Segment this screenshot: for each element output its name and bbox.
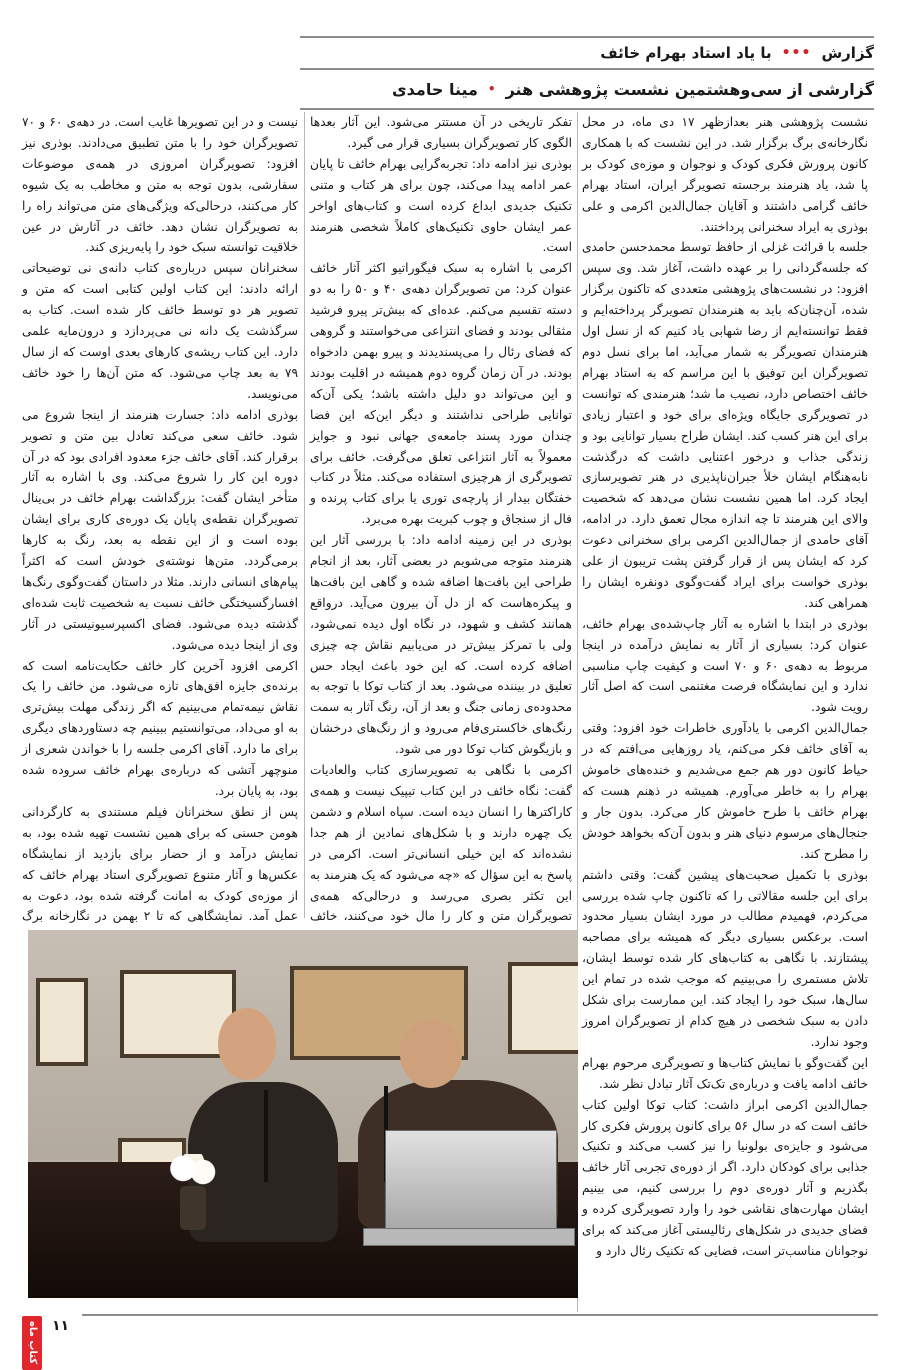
paragraph: این گفت‌وگو با نمایش کتاب‌ها و تصویرگری مرحوم بهرام خائف ادامه یافت و درباره‌ی تک‌تک آثار تبادل نظر شد. xyxy=(582,1055,868,1091)
laptop-base xyxy=(363,1228,575,1246)
flower-bouquet xyxy=(168,1154,218,1190)
page-number: ۱۱ xyxy=(52,1318,70,1334)
paragraph: نیست و در این تصویرها غایب است. در دهه‌ی ۶۰ و ۷۰ تصویرگران خود را با متن تطبیق می‌دادند. بوذری نیز افزود: تصویرگران امروزی در همه‌ی موضوعات سفارشی، بدون توجه به متن و مخاطب به یک شیوه کار می‌کنند، درحالی‌که ویژگی‌های متن می‌تواند راه را به تصویرگران نشان دهد. خائف در آثارش در عین خلاقیت توانسته سبک خود را پایه‌ریزی کند. xyxy=(22,115,299,255)
laptop xyxy=(385,1130,557,1232)
paragraph: اکرمی با اشاره به سبک فیگوراتیو اکثر آثار خائف عنوان کرد: من تصویرگران دهه‌ی ۴۰ و ۵۰ را به دو دسته تقسیم می‌کنم. عده‌ای که بیش‌تر پیرو فرشید مثقالی بودند و فضای انتزاعی می‌خواستند و گروهی که فضای رئال را می‌پسندیدند و پیرو بهمن دادخواه بودند. در آن زمان گروه دوم همیشه در اقلیت بودند و این می‌تواند دو دلیل داشته باشد؛ یکی آن‌که توانایی طراحی نداشتند و دیگر این‌که این فضا چندان مورد پسند جامعه‌ی جهانی نبود و جوایز معمولاً به آثار انتزاعی تعلق می‌گرفت. خائف برای تصویرگری از هرچیزی استفاده می‌کند. مثلاً در کتاب خفتگان بیدار از پارچه‌ی توری یا برای کتاب پرنده و فال از سنجاق و چوب کبریت بهره می‌برد. xyxy=(310,261,573,527)
paragraph: بوذری در این زمینه ادامه داد: با بررسی آثار این هنرمند متوجه می‌شویم در بعضی آثار، بعد از انجام طراحی این بافت‌ها اضافه شده و گاهی این بافت‌ها و پیکره‌هاست که از دل آن بیرون می‌آید. درواقع همانند کشف و شهود، در نگاه اول دیده نمی‌شود، ولی با تمرکز بیش‌تر در می‌یابیم نقاش چه چیزی اضافه کرده است. که این خود باعث ایجاد حس تعلیق در بیننده می‌شود. بعد از کتاب توکا با توجه به محدوده‌ی زمانی جنگ و بعد از آن، رنگ آثار به سمت رنگ‌های خاکستری‌فام می‌رود و از رنگ‌های درخشان و بازیگوش کتاب توکا دور می شود. xyxy=(310,533,572,757)
magazine-logo xyxy=(22,1316,42,1370)
page-footer xyxy=(22,1312,878,1365)
header-title-line xyxy=(300,70,874,108)
paragraph: پس از نطق سخنرانان فیلم مستندی به کارگردانی هومن حسنی که برای همین نشست تهیه شده بود، به نمایش درآمد و از حضار برای بازدید از نمایشگاه عکس‌ها و آثار متنوع تصویرگری استاد بهرام خائف که از موزه‌ی کودک به امانت گرفته شده بود، دعوت به عمل آمد. نمایشگاهی که تا ۲ بهمن در نگارخانه برگ xyxy=(22,804,298,924)
paragraph: بوذری در ابتدا با اشاره به آثار چاپ‌شده‌ی بهرام خائف، عنوان کرد: بسیاری از آثار به نمایش درآمده در اینجا مربوط به دهه‌ی ۶۰ و ۷۰ است و کیفیت چاپ مناسبی ندارد و این نمایشگاه فرصت مغتنمی است که اصل آثار رویت شود. xyxy=(582,616,868,715)
paragraph: بوذری ادامه داد: جسارت هنرمند از اینجا شروع می شود. خائف سعی می‌کند تعادل بین متن و تصویر برقرار کند. آقای خائف جزء معدود افرادی بود که در آن دوره این کار را شروع می‌کند. وی با اشاره به آثار متأخر ایشان گفت: بزرگداشت بهرام خائف در بی‌ینال تصویرگران نقطه‌ی پایان یک دوره‌ی کاری برای ایشان بوده است و از این نقطه به بعد، رنگ به کارها برمی‌گردد. متن‌ها نوشته‌ی خودش است که اکثراً پیام‌های انسانی دارند. مثلا در داستان گفت‌وگوی رنگ‌ها افسارگسیختگی خائف نسبت به شخصیت ثابت شده‌ای گذشته دیده می‌شود. فضای اکسپرسیونیستی در آثار وی از اینجا دیده می‌شود. xyxy=(22,407,298,652)
header-section-line xyxy=(300,38,874,68)
event-photo xyxy=(28,930,578,1298)
header-bottom-rule xyxy=(300,108,874,110)
title-separator-dot: • xyxy=(487,82,496,96)
paragraph: اکرمی افزود آخرین کار خائف حکایت‌نامه است که برنده‌ی جایزه افق‌های تازه می‌شود. من خائف را یک نقاش نیمه‌تمام می‌بینیم که اگر زندگی مهلت بیش‌تری به او می‌داد، می‌توانستیم ببینیم چه دستاوردهای دیگری برای ما دارد. آقای اکرمی جلسه را با خواندن شعری از منوچهر آتشی که درباره‌ی بهرام خائف سروده شده بود، به پایان برد. xyxy=(22,658,298,798)
column-divider-left xyxy=(304,112,305,918)
article-title: گزارشی از سی‌وهشتمین نشست پژوهشی هنر xyxy=(505,79,874,99)
footer-rule xyxy=(82,1314,878,1316)
paragraph: جمال‌الدین اکرمی ابراز داشت: کتاب توکا اولین کتاب خائف است که در سال ۵۶ برای کانون پرورش فکری کار می‌شود و جایزه‌ی بولونیا را نیز کسب می‌کند و تکنیک جذابی برای کودکان دارد. اگر از دوره‌ی تجربی آثار خائف بگذریم و آثار دوره‌ی دوم را بررسی کنیم، می بینیم ایشان مهارت‌های نقاشی خود را وارد تصویرگری کرده و فضای جدیدی در شکل‌های رئالیستی آغاز می‌کند که برای نوجوانان مناسب‌تر است، فضایی که تکنیک رئال دارد و xyxy=(582,1097,868,1258)
paragraph: اکرمی با نگاهی به تصویرسازی کتاب والعادیات گفت: نگاه خائف در این کتاب تیپیک نیست و همه‌ی کاراکترها را انسان دیده است. سپاه اسلام و دشمن یک چهره دارند و با شکل‌های نمادین از هم جدا نشده‌اند که این خیلی انسانی‌تر است. اکرمی در پاسخ به این سؤال که «چه می‌شود که یک هنرمند به این تکثر بصری می‌رسد و درحالی‌که همه‌ی تصویرگران متن و کار را مال خود می‌کنند، خائف xyxy=(310,763,572,924)
paragraph: نشست پژوهشی هنر بعدازظهر ۱۷ دی ماه، در محل نگارخانه‌ی برگ برگزار شد. در این نشست که با همکاری کانون پرورش فکری کودک و نوجوان و موزه‌ی کودک بر پا شد، یاد هنرمند برجسته تصویرگر ایران، استاد بهرام خائف گرامی داشتند و آقایان جمال‌الدین اکرمی و علی بوذری به ایراد سخنرانی پرداختند. xyxy=(582,115,868,234)
logo-text: کتاب ماه xyxy=(27,1321,38,1365)
paragraph: جلسه با قرائت غزلی از حافظ توسط محمدحسن حامدی که جلسه‌گردانی را بر عهده داشت، آغاز شد. وی سپس افزود: در نشست‌های پژوهشی متعددی که تاکنون برگزار شده، آن‌چنان‌که باید به هنرمندان تصویرگر پرداخته‌ایم و فقط توانسته‌ایم از رضا شهابی یاد کنیم که از نسل اول هنرمندان تصویرگر به شمار می‌آید، اما برای نسل دوم تصویرگران این توفیق با این مراسم که به استاد بهرام خائف اختصاص دارد، نصیب ما شد؛ هنرمندی که توانست در تصویرگری جایگاه ویژه‌ای برای خود و اعتبار زیادی برای این هنر کسب کند. ایشان طراح بسیار توانایی بود و زندگی جذاب و درخور اعتنایی داشت که درگذشت نابه‌هنگام ایشان خلأ جبران‌ناپذیری در هنر تصویرسازی ایجاد کرد. اما همین نشست نشان می‌دهد که شخصیت والای این هنرمند تا چه اندازه مجال تعمق دارد. در ادامه، آقای حامدی از جمال‌الدین اکرمی برای سخنرانی دعوت کرد که ایشان پس از قرار گرفتن پشت تریبون از علی بوذری خواست برای ایراد گفت‌وگوی دونفره ایشان را همراهی کند. xyxy=(582,240,868,610)
speaker-right-head xyxy=(400,1020,462,1088)
paragraph: جمال‌الدین اکرمی با یادآوری خاطرات خود افزود: وقتی به آقای خائف فکر می‌کنم، یاد روزهایی می‌افتم که در حیاط کانون دور هم جمع می‌شدیم و خنده‌های خاموش بهرام را به خاطر می‌آورم. همیشه در ذهنم هست که بهرام خائف با طرح خاموش کار می‌کرد. بدون جار و جنجال‌های مرسوم دنیای هنر و بدون آن‌که بخواهد خودش را مطرح کند. xyxy=(582,721,868,861)
paragraph: تفکر تاریخی در آن مستتر می‌شود. این آثار بعدها الگوی کار تصویرگران بسیاری قرار می گیرد. xyxy=(310,115,572,150)
text-column-middle xyxy=(310,112,572,990)
wall-painting xyxy=(508,962,578,1054)
paragraph: بوذری نیز ادامه داد: تجربه‌گرایی بهرام خائف تا پایان عمر ادامه پیدا می‌کند، چون برای هر کتاب و متنی تکنیک جدیدی ابداع کرده است و کتاب‌های اواخر عمر ایشان حاوی تکنیک‌های کاملاً شخصی هنرمند است. xyxy=(310,156,572,255)
section-subject: با یاد استاد بهرام خائف xyxy=(600,44,772,62)
paragraph: بوذری با تکمیل صحبت‌های پیشین گفت: وقتی داشتم برای این جلسه مقالاتی را که تاکنون چاپ شده بررسی می‌کردم، فهمیدم مطالب در مورد ایشان بسیار محدود است. برعکس بسیاری دیگر که همیشه برای مصاحبه پیشتازند. با نگاهی به کتاب‌های کار شده توسط ایشان، تلاش مستمری را می‌بینیم که موجب شده در تمام این سال‌ها، سبک خود را ایجاد کند. این ممارست برای شکل دادن به سبک شخصی در هیچ کدام از تصویرگران امروز وجود ندارد. xyxy=(582,867,868,1049)
microphone xyxy=(264,1090,268,1182)
article-header xyxy=(300,36,874,110)
speaker-left-head xyxy=(218,1008,276,1080)
paragraph: سخنرانان سپس درباره‌ی کتاب دانه‌ی نی توضیحاتی ارائه دادند: این کتاب اولین کتابی است که متن و تصویر هر دو توسط خائف کار شده است. کتاب به سرگذشت یک دانه نی می‌پردازد و درون‌مایه علمی دارد. این کتاب ریشه‌ی کارهای بعدی اوست که از سال ۷۹ به بعد چاپ می‌شود. که متن آن‌ها را خود خائف می‌نویسد. xyxy=(22,261,298,401)
text-column-left xyxy=(22,112,298,948)
vase xyxy=(180,1186,206,1230)
section-label: گزارش xyxy=(821,44,874,62)
text-column-right xyxy=(582,112,868,1262)
wall-painting xyxy=(36,978,88,1066)
section-dots: ••• xyxy=(781,45,812,61)
article-author: مینا حامدی xyxy=(392,79,478,99)
